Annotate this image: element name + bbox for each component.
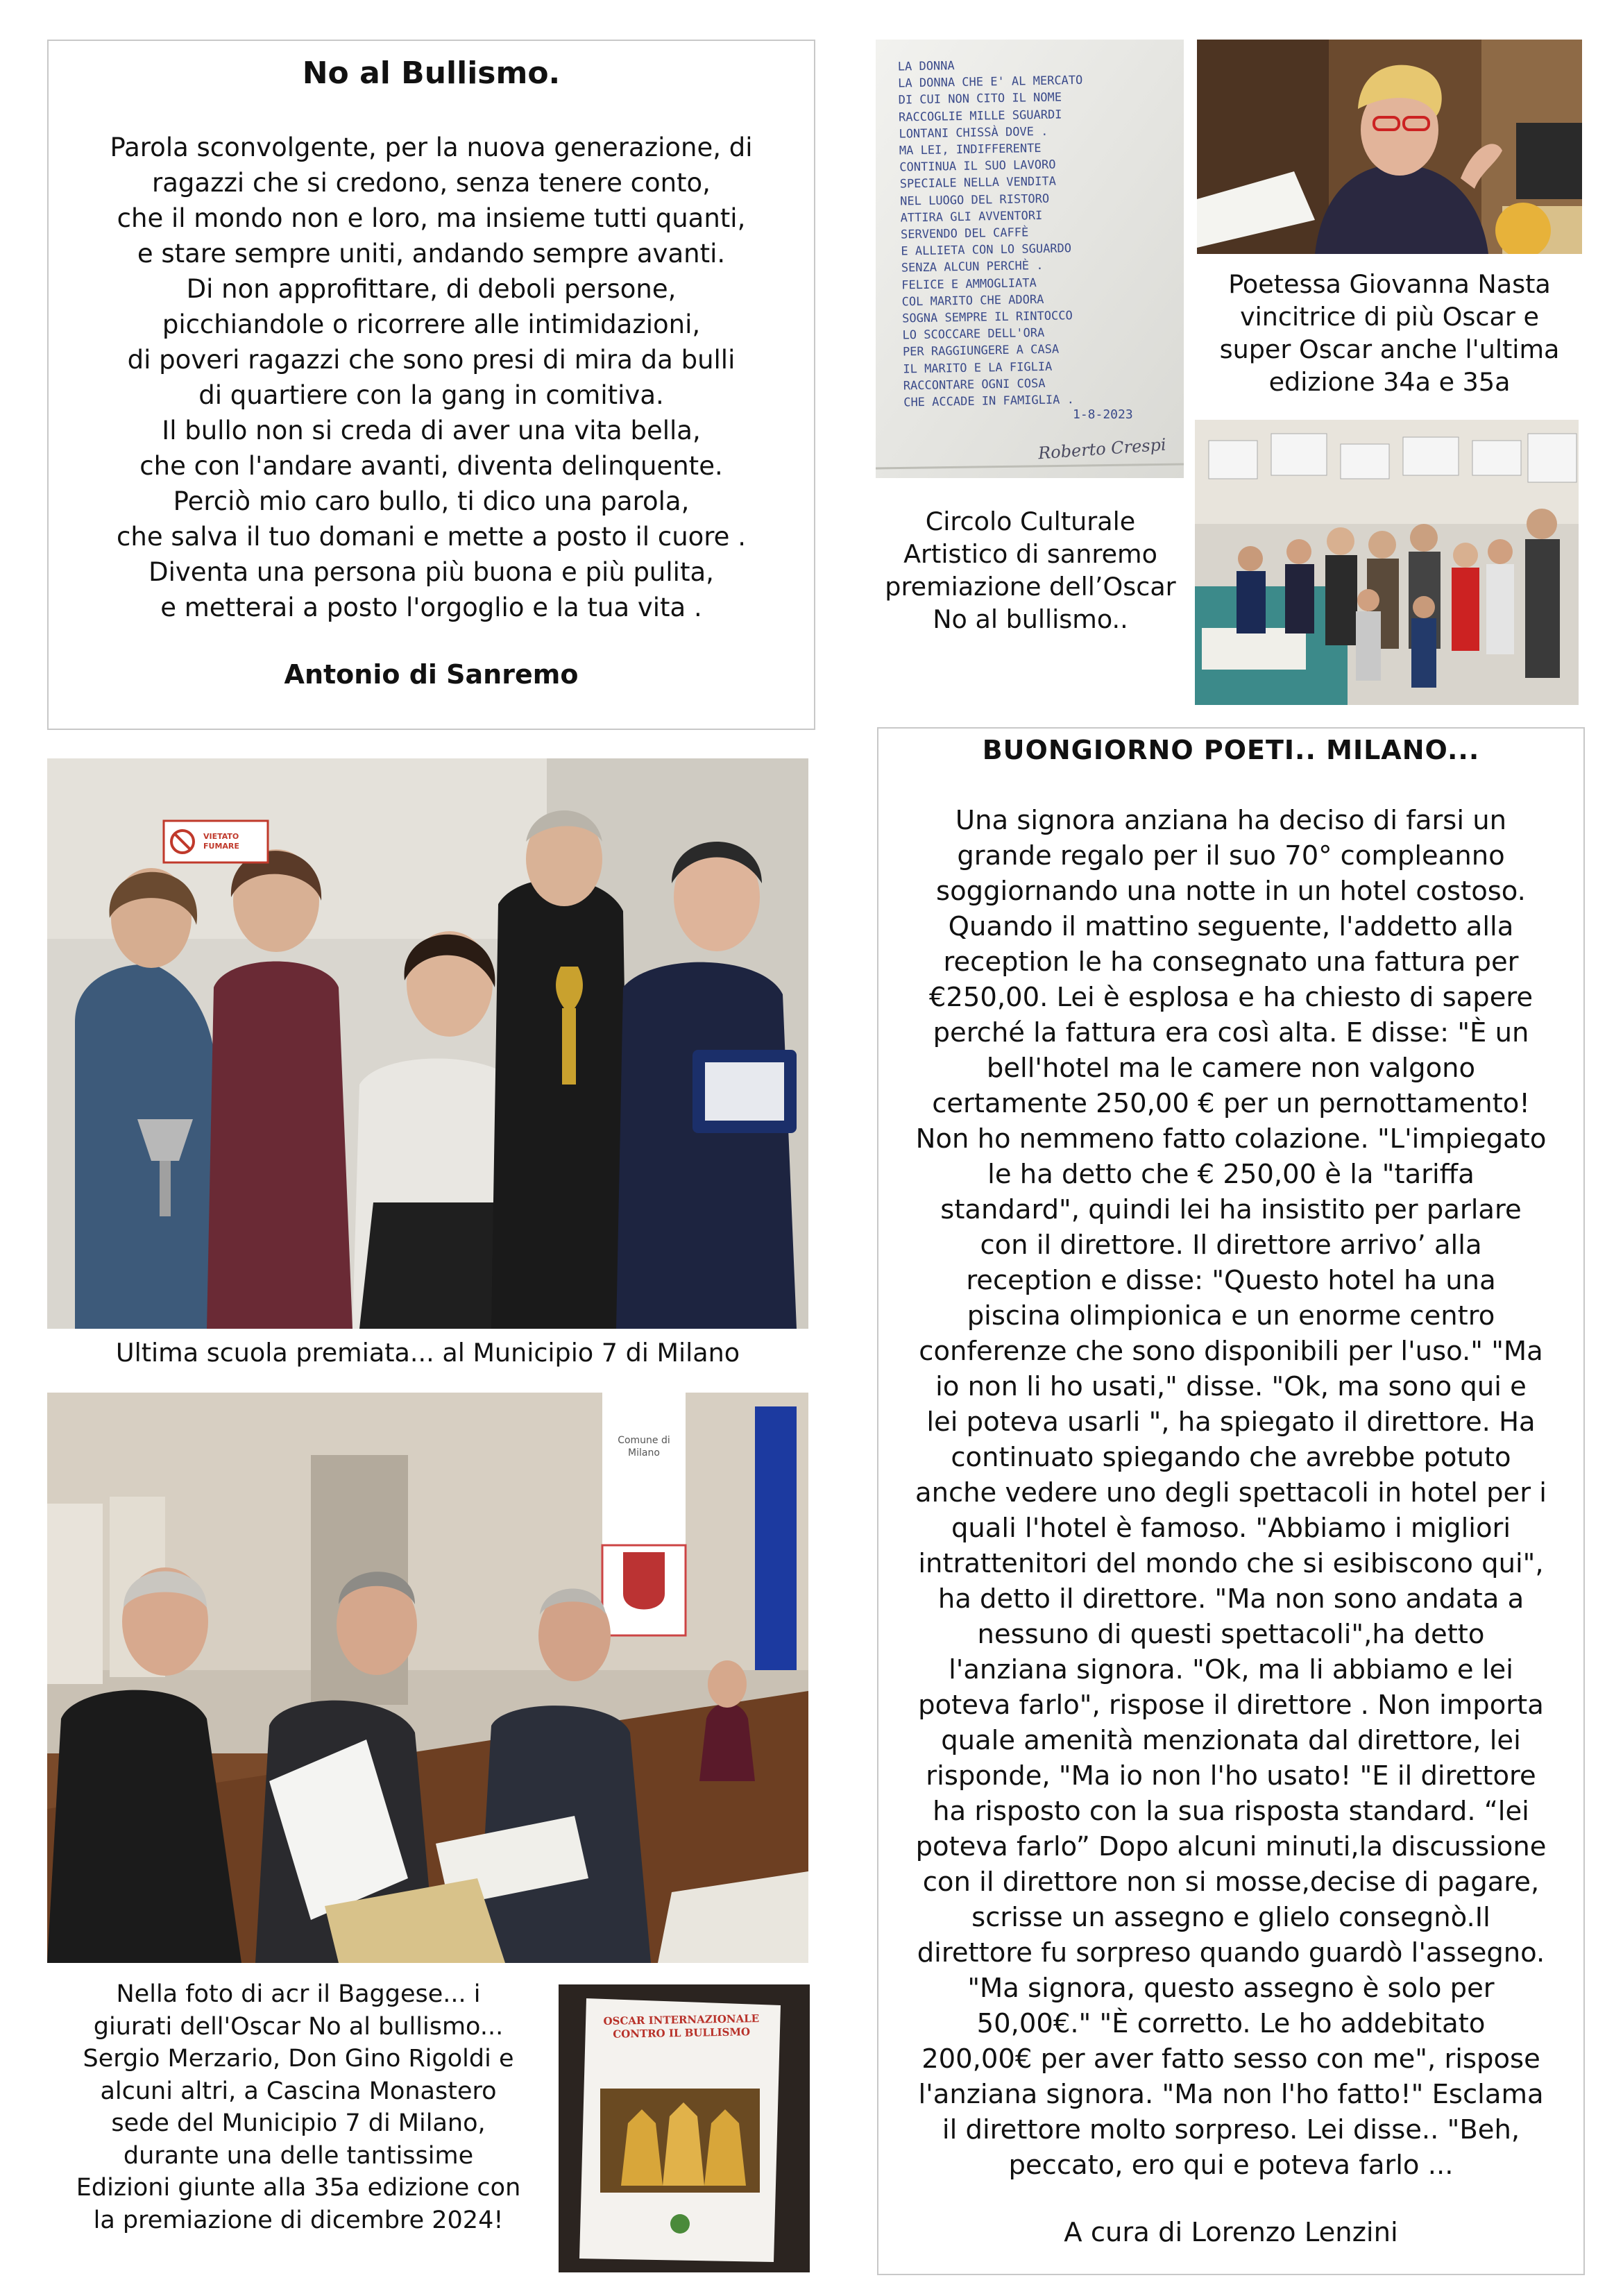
- caption-line: giurati dell'Oscar No al bullismo...: [93, 2012, 504, 2041]
- circolo-caption: [864, 505, 1197, 636]
- story-line: nessuno di questi spettacoli",ha detto: [977, 1619, 1485, 1650]
- handwritten-line: SERVENDO DEL CAFFÈ: [900, 226, 1029, 242]
- poem-line: e stare sempre uniti, andando sempre avanti.: [137, 239, 726, 269]
- story-line: bell'hotel ma le camere non valgono: [986, 1053, 1476, 1084]
- handwritten-line: RACCONTARE OGNI COSA: [903, 376, 1046, 393]
- handwritten-line: CONTINUA IL SUO LAVORO: [899, 158, 1056, 175]
- handwritten-line: CHE ACCADE IN FAMIGLIA .: [903, 393, 1075, 410]
- story-line: grande regalo per il suo 70° compleanno: [957, 840, 1505, 871]
- story-line: piscina olimpionica e un enorme centro: [967, 1300, 1495, 1332]
- handwritten-line: RACCOGLIE MILLE SGUARDI: [898, 108, 1062, 125]
- story-line: poteva farlo” Dopo alcuni minuti,la discussione: [915, 1831, 1547, 1862]
- story-line: con il direttore non si mosse,decise di pagare,: [922, 1866, 1540, 1898]
- caption-line: Nella foto di acr il Baggese... i: [116, 1980, 481, 2008]
- story-line: l'anziana signora. "Ok, ma li abbiamo e lei: [949, 1654, 1513, 1685]
- poem-line: che salva il tuo domani e mette a posto il cuore .: [117, 522, 746, 552]
- poetessa-photo: [1197, 40, 1582, 254]
- story-line: quali l'hotel è famoso. "Abbiamo i migliori: [951, 1513, 1511, 1544]
- poem-line: che il mondo non e loro, ma insieme tutti quanti,: [117, 203, 746, 233]
- story-line: le ha detto che € 250,00 è la "tariffa: [987, 1159, 1475, 1190]
- school-award-caption: Ultima scuola premiata... al Municipio 7 di Milano: [115, 1338, 740, 1368]
- caption-line: alcuni altri, a Cascina Monastero: [100, 2077, 497, 2105]
- handwritten-line: COL MARITO CHE ADORA: [901, 292, 1044, 309]
- handwritten-line: ATTIRA GLI AVVENTORI: [900, 208, 1043, 226]
- poem-line: che con l'andare avanti, diventa delinquente.: [139, 451, 723, 481]
- story-line: il direttore molto sorpreso. Lei disse.. "Beh,: [942, 2114, 1520, 2145]
- poem-line: Il bullo non si creda di aver una vita bella,: [162, 416, 701, 445]
- caption-line: super Oscar anche l'ultima: [1219, 334, 1560, 364]
- poem-line: Diventa una persona più buona e più pulita,: [148, 557, 714, 587]
- handwritten-line: IL MARITO E LA FIGLIA: [903, 359, 1053, 377]
- poem-line: Di non approfittare, di deboli persone,: [186, 274, 677, 304]
- circolo-group-photo: [1195, 420, 1579, 705]
- story-line: standard", quindi lei ha insistito per parlare: [940, 1194, 1522, 1225]
- story-line: l'anziana signora. "Ma non l'ho fatto!" Esclama: [918, 2079, 1544, 2110]
- caption-line: durante una delle tantissime: [123, 2141, 474, 2170]
- story-line: lei poteva usarli ", ha spiegato il direttore. Ha: [926, 1406, 1536, 1438]
- story-line: conferenze che sono disponibili per l'uso." "Ma: [919, 1336, 1543, 1367]
- caption-line: Artistico di sanremo: [903, 539, 1157, 569]
- handwritten-line: PER RAGGIUNGERE A CASA: [902, 342, 1060, 359]
- story-line: ha detto il direttore. "Ma non sono andata a: [937, 1583, 1524, 1615]
- story-body: [878, 803, 1583, 2183]
- handwritten-line: LA DONNA CHE E' AL MERCATO: [898, 74, 1083, 91]
- poem-line: picchiandole o ricorrere alle intimidazioni,: [162, 309, 701, 339]
- handwritten-poem-text: [898, 54, 1182, 411]
- handwritten-date: 1-8-2023: [1073, 407, 1133, 422]
- handwritten-line: E ALLIETA CON LO SGUARDO: [901, 241, 1072, 259]
- story-line: €250,00. Lei è esplosa e ha chiesto di sapere: [928, 982, 1533, 1013]
- handwritten-line: NEL LUOGO DEL RISTORO: [900, 192, 1050, 209]
- poem-line: ragazzi che si credono, senza tenere conto,: [152, 168, 711, 198]
- poem-box: [47, 40, 815, 730]
- caption-line: sede del Municipio 7 di Milano,: [111, 2109, 486, 2137]
- story-line: reception le ha consegnato una fattura per: [943, 946, 1519, 978]
- story-line: continuato spiegando che avrebbe potuto: [951, 1442, 1511, 1473]
- story-line: quale amenità menzionata dal direttore, lei: [941, 1725, 1521, 1756]
- story-line: reception e disse: "Questo hotel ha una: [966, 1265, 1496, 1296]
- municipal-banner-text: Comune di Milano: [618, 1435, 670, 1459]
- caption-line: vincitrice di più Oscar e: [1240, 302, 1539, 332]
- story-line: Non ho nemmeno fatto colazione. "L'impiegato: [915, 1123, 1547, 1155]
- story-box: [877, 727, 1585, 2275]
- handwritten-line: DI CUI NON CITO IL NOME: [898, 90, 1062, 108]
- handwritten-line: LONTANI CHISSÀ DOVE .: [899, 124, 1048, 142]
- story-line: peccato, ero qui e poteva farlo ...: [1008, 2150, 1454, 2181]
- poetessa-caption: [1187, 268, 1592, 398]
- story-line: direttore fu sorpreso quando guardò l'assegno.: [917, 1937, 1545, 1968]
- story-line: io non li ho usati," disse. "Ok, ma sono qui e: [935, 1371, 1527, 1402]
- story-line: Una signora anziana ha deciso di farsi un: [955, 805, 1507, 836]
- story-line: 200,00€ per aver fatto sesso con me", rispose: [921, 2043, 1540, 2075]
- story-title: BUONGIORNO POETI.. MILANO...: [982, 735, 1480, 765]
- poem-line: di quartiere con la gang in comitiva.: [198, 380, 664, 410]
- story-line: intrattenitori del mondo che si esibiscono qui",: [918, 1548, 1544, 1579]
- handwritten-signature: Roberto Crespi: [1037, 434, 1167, 464]
- poem-author: Antonio di Sanremo: [284, 659, 579, 690]
- story-line: ha risposto con la sua risposta standard. “lei: [933, 1796, 1529, 1827]
- poem-line: e metterai a posto l'orgoglio e la tua vita .: [160, 593, 702, 622]
- poem-line: Parola sconvolgente, per la nuova generazione, di: [110, 133, 753, 162]
- story-line: "Ma signora, questo assegno è solo per: [967, 1973, 1495, 2004]
- handwritten-line: SENZA ALCUN PERCHÈ .: [901, 259, 1044, 275]
- caption-line: edizione 34a e 35a: [1268, 367, 1511, 397]
- jury-caption: [38, 1978, 559, 2236]
- caption-line: premiazione dell’Oscar: [885, 572, 1176, 602]
- story-line: con il direttore. Il direttore arrivo’ alla: [980, 1230, 1482, 1261]
- story-line: certamente 250,00 € per un pernottamento!: [932, 1088, 1530, 1119]
- handwritten-line: SPECIALE NELLA VENDITA: [899, 174, 1057, 192]
- caption-line: Poetessa Giovanna Nasta: [1228, 269, 1551, 299]
- story-line: Quando il mattino seguente, l'addetto alla: [948, 911, 1514, 942]
- poem-line: Perciò mio caro bullo, ti dico una parola,: [173, 486, 690, 516]
- poem-body: [49, 130, 814, 625]
- caption-line: No al bullismo..: [933, 604, 1128, 634]
- story-line: poteva farlo", rispose il direttore . Non importa: [918, 1690, 1544, 1721]
- story-line: 50,00€." "È corretto. Le ho addebitato: [976, 2008, 1486, 2039]
- story-line: soggiornando una notte in un hotel costoso.: [936, 876, 1526, 907]
- caption-line: Circolo Culturale: [925, 507, 1136, 536]
- school-award-photo: [47, 758, 808, 1329]
- handwritten-line: SOGNA SEMPRE IL RINTOCCO: [901, 309, 1073, 326]
- story-line: risponde, "Ma io non l'ho usato! "E il direttore: [926, 1760, 1536, 1792]
- handwritten-line: LA DONNA: [897, 59, 955, 74]
- caption-line: Edizioni giunte alla 35a edizione con: [76, 2174, 521, 2202]
- booklet-title: OSCAR INTERNAZIONALE CONTRO IL BULLISMO: [603, 2012, 760, 2041]
- story-line: perché la fattura era così alta. E disse: "È un: [933, 1017, 1529, 1048]
- oscar-booklet-photo: [559, 1984, 810, 2272]
- no-smoking-sign-text: VIETATO FUMARE: [203, 832, 239, 851]
- story-line: anche vedere uno degli spettacoli in hotel per i: [915, 1477, 1547, 1508]
- caption-line: Sergio Merzario, Don Gino Rigoldi e: [83, 2045, 514, 2073]
- handwritten-line: FELICE E AMMOGLIATA: [901, 275, 1037, 293]
- story-line: scrisse un assegno e glielo consegnò.Il: [971, 1902, 1490, 1933]
- handwritten-line: LO SCOCCARE DELL'ORA: [902, 326, 1045, 343]
- caption-line: la premiazione di dicembre 2024!: [93, 2206, 504, 2234]
- handwritten-poem-photo: [876, 40, 1184, 478]
- jury-photo: [47, 1393, 808, 1963]
- poem-line: di poveri ragazzi che sono presi di mira da bulli: [127, 345, 736, 375]
- story-credit: A cura di Lorenzo Lenzini: [1064, 2217, 1398, 2248]
- handwritten-line: MA LEI, INDIFFERENTE: [899, 141, 1042, 158]
- poem-title: No al Bullismo.: [302, 56, 561, 91]
